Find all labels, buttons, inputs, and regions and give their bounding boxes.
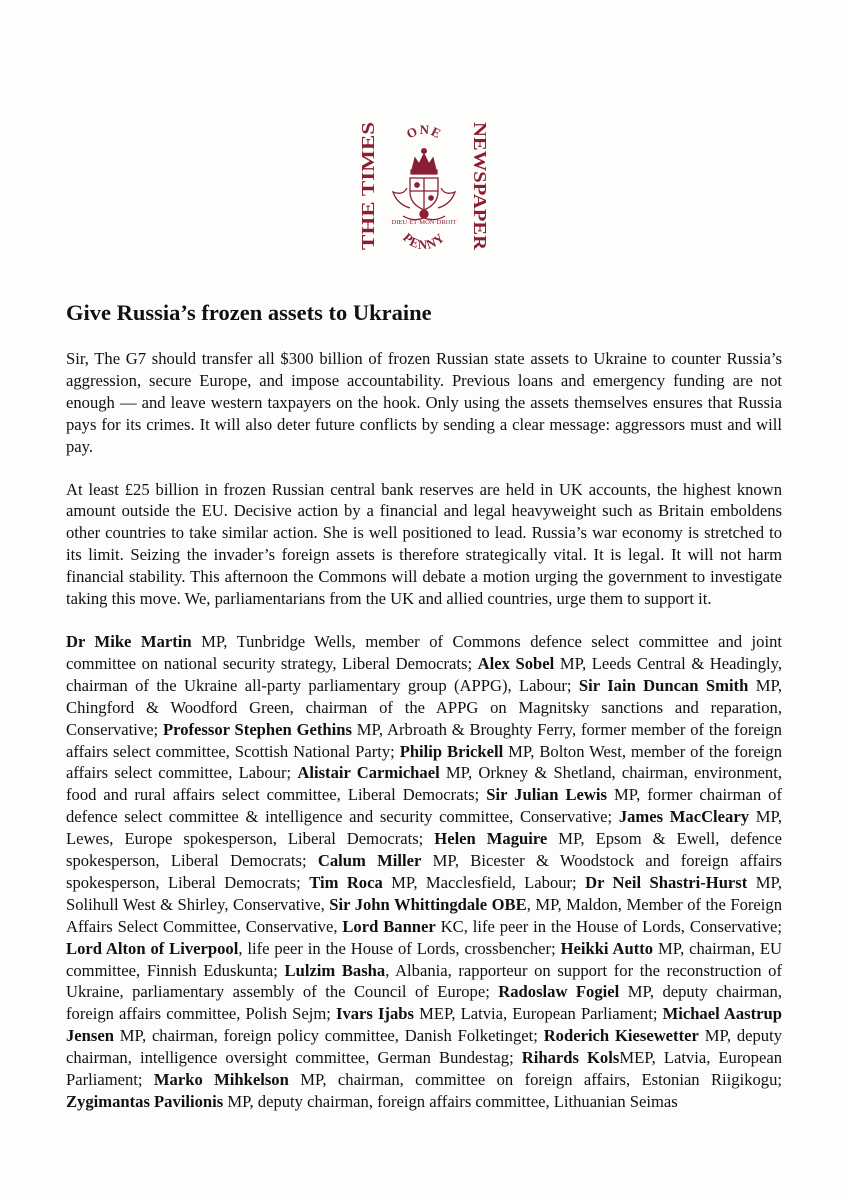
- signatory-details: MEP, Latvia, European Parliament;: [66, 1048, 782, 1090]
- times-crest-logo: [357, 118, 491, 254]
- signatory-name: Alistair Carmichael: [297, 763, 440, 783]
- signatory-details: MP, Solihull West & Shirley, Conservative,: [66, 872, 782, 914]
- signatory-name: Philip Brickell: [399, 741, 504, 761]
- signatory-name: Sir Iain Duncan Smith: [578, 675, 749, 695]
- signatory-name: Rihards Kols: [521, 1048, 620, 1068]
- signatory-name: Michael Aastrup Jensen: [66, 1004, 782, 1046]
- signatory-details: MP, Tunbridge Wells, member of Commons defence select committee and joint committee on national security strategy, Liberal Democrats;: [66, 631, 782, 673]
- signatory-details: MP, chairman, foreign policy committee, Danish Folketinget;: [113, 1026, 544, 1046]
- signatories-list: [66, 631, 782, 1113]
- signatory-details: MP, chairman, EU committee, Finnish Eduskunta;: [66, 938, 783, 980]
- paragraph-2: At least £25 billion in frozen Russian central bank reserves are held in UK accounts, the highest known amount outside the EU. Decisive action by a financial and legal heavyweight such as Britain emboldens other countries to take similar action. She is well positioned to lead. Russia’s war economy is stretched to its limit. Seizing the invader’s foreign assets is therefore strategically vital. It is legal. It will not harm financial stability. This afternoon the Commons will debate a motion urging the government to investigate taking this move. We, parliamentarians from the UK and allied countries, urge them to support it.: [66, 479, 782, 609]
- signatory-details: MP, deputy chairman, foreign affairs committee, Polish Sejm;: [66, 982, 782, 1024]
- logo-left-text: THE TIMES: [358, 149, 378, 250]
- signatory-details: MEP, Latvia, European Parliament;: [413, 1004, 663, 1024]
- signatory-name: Sir John Whittingdale OBE: [329, 894, 527, 914]
- signatory-details: MP, Epsom & Ewell, defence spokesperson, Liberal Democrats;: [66, 829, 782, 871]
- paragraph-1: Sir, The G7 should transfer all $300 billion of frozen Russian state assets to Ukraine to counter Russia’s aggression, secure Europe, and impose accountability. Previous loans and emergency funding are not enough — and leave western taxpayers on the hook. Only using the assets themselves ensures that Russia pays for its crimes. It will also deter future conflicts by sending a clear message: aggressors must and will pay.: [66, 349, 782, 456]
- signatory-details: MP, former chairman of defence select committee & intelligence and security committee, Conservative;: [66, 785, 782, 827]
- shield-icon: [410, 178, 438, 210]
- signatory-details: , MP, Maldon, Member of the Foreign Affairs Select Committee, Conservative,: [66, 894, 782, 936]
- signatory-name: Heikki Autto: [560, 938, 654, 958]
- signatory-name: Marko Mihkelson: [153, 1070, 289, 1090]
- logo-motto: DIEU·ET·MON·DROIT: [391, 219, 457, 226]
- signatory-details: , life peer in the House of Lords, crossbencher;: [238, 938, 561, 958]
- crest-graphic: [357, 118, 491, 254]
- signatory-details: MP, chairman, committee on foreign affairs, Estonian Riigikogu;: [288, 1070, 782, 1090]
- signatory-name: Sir Julian Lewis: [486, 785, 607, 805]
- signatory-details: MP, deputy chairman, intelligence oversight committee, German Bundestag;: [66, 1026, 782, 1068]
- signatory-name: Calum Miller: [317, 851, 422, 871]
- signatory-name: Lord Alton of Liverpool: [66, 938, 239, 958]
- signatory-details: MP, deputy chairman, foreign affairs committee, Lithuanian Seimas: [223, 1092, 678, 1111]
- signatory-details: MP, Bolton West, member of the foreign affairs select committee, Labour;: [66, 741, 782, 783]
- signatory-name: James MacCleary: [618, 807, 749, 827]
- signatory-name: Roderich Kiesewetter: [543, 1026, 699, 1046]
- signatory-details: , Albania, rapporteur on support for the reconstruction of Ukraine, parliamentary assembly of the Council of Europe;: [66, 960, 782, 1002]
- signatory-name: Alex Sobel: [477, 653, 555, 673]
- letter-body: [66, 348, 782, 1134]
- signatory-details: MP, Arbroath & Broughty Ferry, former member of the foreign affairs select committee, Scottish National Party;: [66, 719, 782, 761]
- signatory-name: Dr Neil Shastri-Hurst: [585, 872, 748, 892]
- signatory-name: Lulzim Basha: [284, 960, 386, 980]
- logo-top-text: ONE: [404, 121, 445, 142]
- logo-bottom-text: PENNY: [400, 229, 448, 253]
- signatory-name: Professor Stephen Gethins: [163, 719, 352, 739]
- crown-icon: [411, 149, 437, 174]
- svg-text:PENNY: [400, 230, 448, 252]
- signatory-name: Lord Banner: [342, 916, 436, 936]
- signatory-details: MP, Orkney & Shetland, chairman, environment, food and rural affairs select committee, Liberal Democrats;: [66, 763, 782, 805]
- signatory-details: MP, Bicester & Woodstock and foreign affairs spokesperson, Liberal Democrats;: [66, 851, 782, 892]
- logo-right-text: NEWSPAPER: [470, 122, 490, 234]
- signatory-name: Zygimantas Pavilionis: [66, 1092, 224, 1111]
- signatory-name: Dr Mike Martin: [66, 631, 192, 651]
- signatory-name: Helen Maguire: [434, 829, 548, 849]
- signatory-details: MP, Chingford & Woodford Green, chairman of the APPG on Magnitsky sanctions and reparation, Conservative;: [66, 675, 782, 739]
- svg-text:ONE: [404, 122, 444, 142]
- letter-headline: Give Russia’s frozen assets to Ukraine: [66, 300, 432, 325]
- signatory-details: MP, Lewes, Europe spokesperson, Liberal Democrats;: [66, 807, 782, 849]
- signatory-details: KC, life peer in the House of Lords, Conservative;: [435, 916, 782, 936]
- signatory-name: Ivars Ijabs: [335, 1004, 414, 1024]
- signatory-name: Tim Roca: [309, 872, 383, 892]
- signatory-details: MP, Macclesfield, Labour;: [382, 872, 586, 892]
- signatory-name: Radoslaw Fogiel: [498, 982, 620, 1002]
- signatory-details: MP, Leeds Central & Headingly, chairman of the Ukraine all-party parliamentary group (APPG), Labour;: [66, 653, 782, 695]
